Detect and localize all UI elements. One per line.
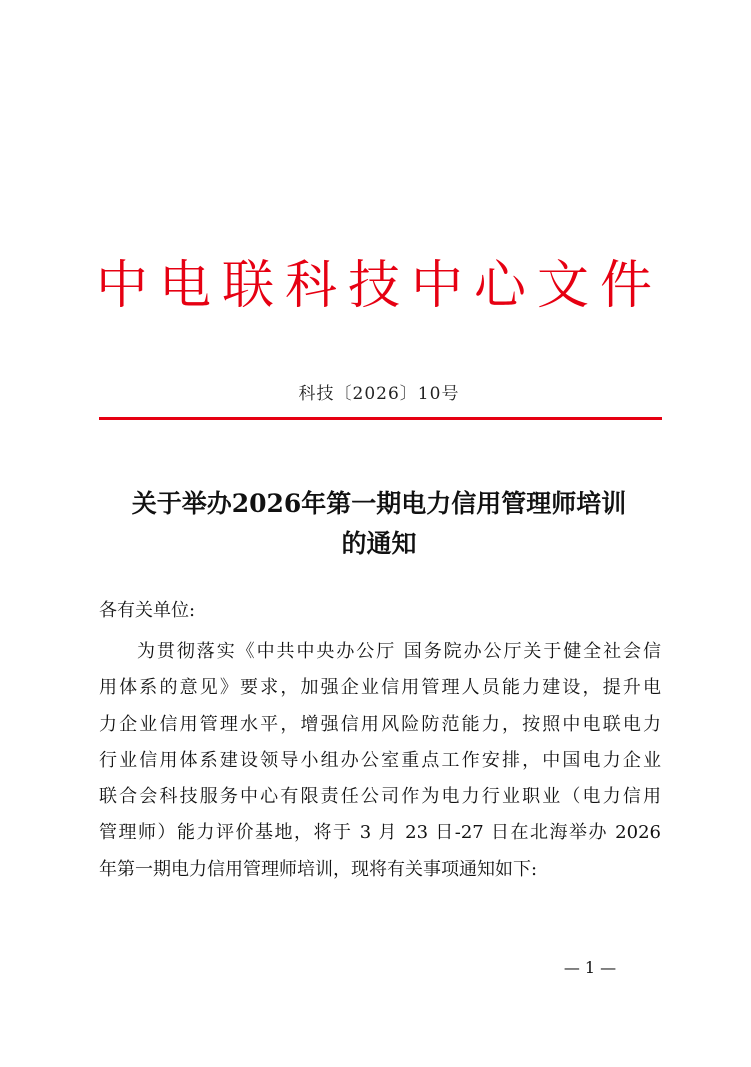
title-line-2: 的通知	[341, 529, 417, 558]
body-line: 为贯彻落实《中共中央办公厅 国务院办公厅关于健全社会信	[137, 641, 661, 662]
document-number: 科技〔2026〕10号	[298, 384, 460, 404]
body-line: 行业信用体系建设领导小组办公室重点工作安排，中国电力企业	[99, 749, 661, 771]
body-line: 用体系的意见》要求，加强企业信用管理人员能力建设，提升电	[99, 677, 661, 699]
red-divider-line	[99, 417, 662, 420]
body-line: 年第一期电力信用管理师培训，现将有关事项通知如下:	[99, 858, 538, 880]
issuer-header: 中电联科技中心文件	[96, 256, 664, 316]
document-title	[96, 484, 662, 564]
page-number: — 1 —	[563, 958, 617, 977]
salutation: 各有关单位:	[99, 600, 196, 621]
title-line-1: 关于举办2026年第一期电力信用管理师培训	[131, 489, 627, 518]
body-line: 管理师）能力评价基地，将于 3 月 23 日-27 日在北海举办 2026	[99, 822, 661, 844]
body-line: 力企业信用管理水平，增强信用风险防范能力，按照中电联电力	[99, 713, 661, 735]
body-line: 联合会科技服务中心有限责任公司作为电力行业职业（电力信用	[99, 786, 661, 808]
body-paragraph	[99, 634, 661, 888]
